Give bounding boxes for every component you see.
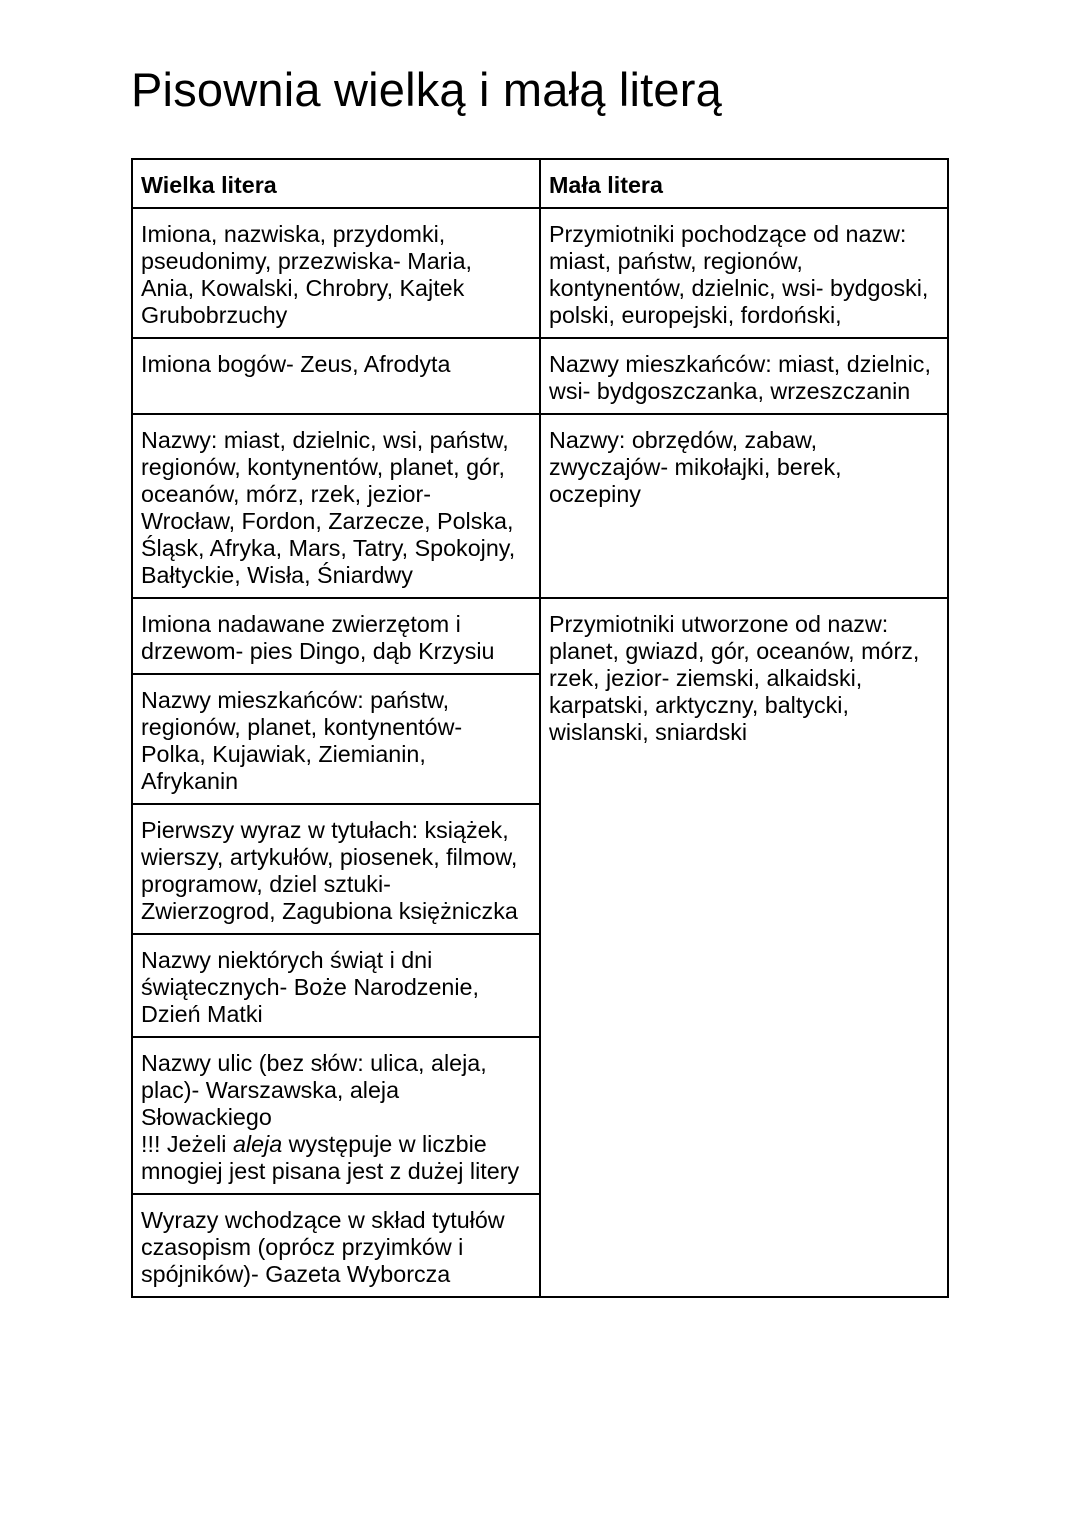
wielka-cell xyxy=(132,338,540,414)
cell-text: Wyrazy wchodzące w skład tytułów czasopism (oprócz przyimków i spójników)- Gazeta Wyborcza xyxy=(141,1207,505,1287)
mala-cell xyxy=(540,208,948,338)
mala-cell xyxy=(540,598,948,1297)
mala-cell xyxy=(540,338,948,414)
table-header-row xyxy=(132,159,948,208)
cell-text: Imiona, nazwiska, przydomki, pseudonimy, przezwiska- Maria, Ania, Kowalski, Chrobry, Kajtek Grubobrzuchy xyxy=(141,221,473,328)
cell-text: Nazwy ulic (bez słów: ulica, aleja, plac)- Warszawska, aleja Słowackiego xyxy=(141,1050,487,1130)
header-wielka-litera xyxy=(132,159,540,208)
wielka-cell xyxy=(132,674,540,804)
header-label: Mała litera xyxy=(549,172,663,198)
cell-text: Nazwy: miast, dzielnic, wsi, państw, regionów, kontynentów, planet, gór, oceanów, mórz, rzek, jezior- Wrocław, Fordon, Zarzecze, Polska, Śląsk, Afryka, Mars, Tatry, Spokojny, Bałtyckie, Wisła, Śniardwy xyxy=(141,427,516,588)
wielka-cell xyxy=(132,208,540,338)
note-italic-word: aleja xyxy=(232,1131,283,1157)
note-text xyxy=(141,1131,529,1185)
page-title: Pisownia wielką i małą literą xyxy=(131,63,722,116)
cell-text: Pierwszy wyraz w tytułach: książek, wierszy, artykułów, piosenek, filmow, programow, dziel sztuki- Zwierzogrod, Zagubiona księżniczka xyxy=(141,817,518,924)
header-mala-litera xyxy=(540,159,948,208)
note-suffix: występuje w liczbie mnogiej jest pisana jest z dużej litery xyxy=(141,1131,520,1184)
cell-text: Przymiotniki utworzone od nazw: planet, gwiazd, gór, oceanów, mórz, rzek, jezior- ziemski, alkaidski, karpatski, arktyczny, baltycki, wislanski, sniardski xyxy=(549,611,920,745)
header-label: Wielka litera xyxy=(141,172,277,198)
table-row xyxy=(132,598,948,674)
wielka-cell xyxy=(132,414,540,598)
cell-text: Nazwy mieszkańców: państw, regionów, planet, kontynentów- Polka, Kujawiak, Ziemianin, Afrykanin xyxy=(141,687,463,794)
wielka-cell xyxy=(132,934,540,1037)
wielka-cell xyxy=(132,1194,540,1297)
wielka-cell xyxy=(132,804,540,934)
cell-text: Przymiotniki pochodzące od nazw: miast, państw, regionów, kontynentów, dzielnic, wsi- bydgoski, polski, europejski, fordoński, xyxy=(549,221,929,328)
wielka-cell xyxy=(132,598,540,674)
cell-text: Nazwy: obrzędów, zabaw, zwyczajów- mikołajki, berek, oczepiny xyxy=(549,427,842,507)
note-prefix: !!! Jeżeli xyxy=(141,1131,233,1157)
table-row xyxy=(132,338,948,414)
wielka-cell xyxy=(132,1037,540,1194)
mala-cell xyxy=(540,414,948,598)
cell-text: Imiona bogów- Zeus, Afrodyta xyxy=(141,351,451,377)
cell-text: Nazwy niektórych świąt i dni świątecznych- Boże Narodzenie, Dzień Matki xyxy=(141,947,479,1027)
cell-text: Imiona nadawane zwierzętom i drzewom- pies Dingo, dąb Krzysiu xyxy=(141,611,495,664)
spelling-rules-table xyxy=(131,158,949,1298)
cell-text: Nazwy mieszkańców: miast, dzielnic, wsi- bydgoszczanka, wrzeszczanin xyxy=(549,351,931,404)
table-row xyxy=(132,208,948,338)
table-row xyxy=(132,414,948,598)
